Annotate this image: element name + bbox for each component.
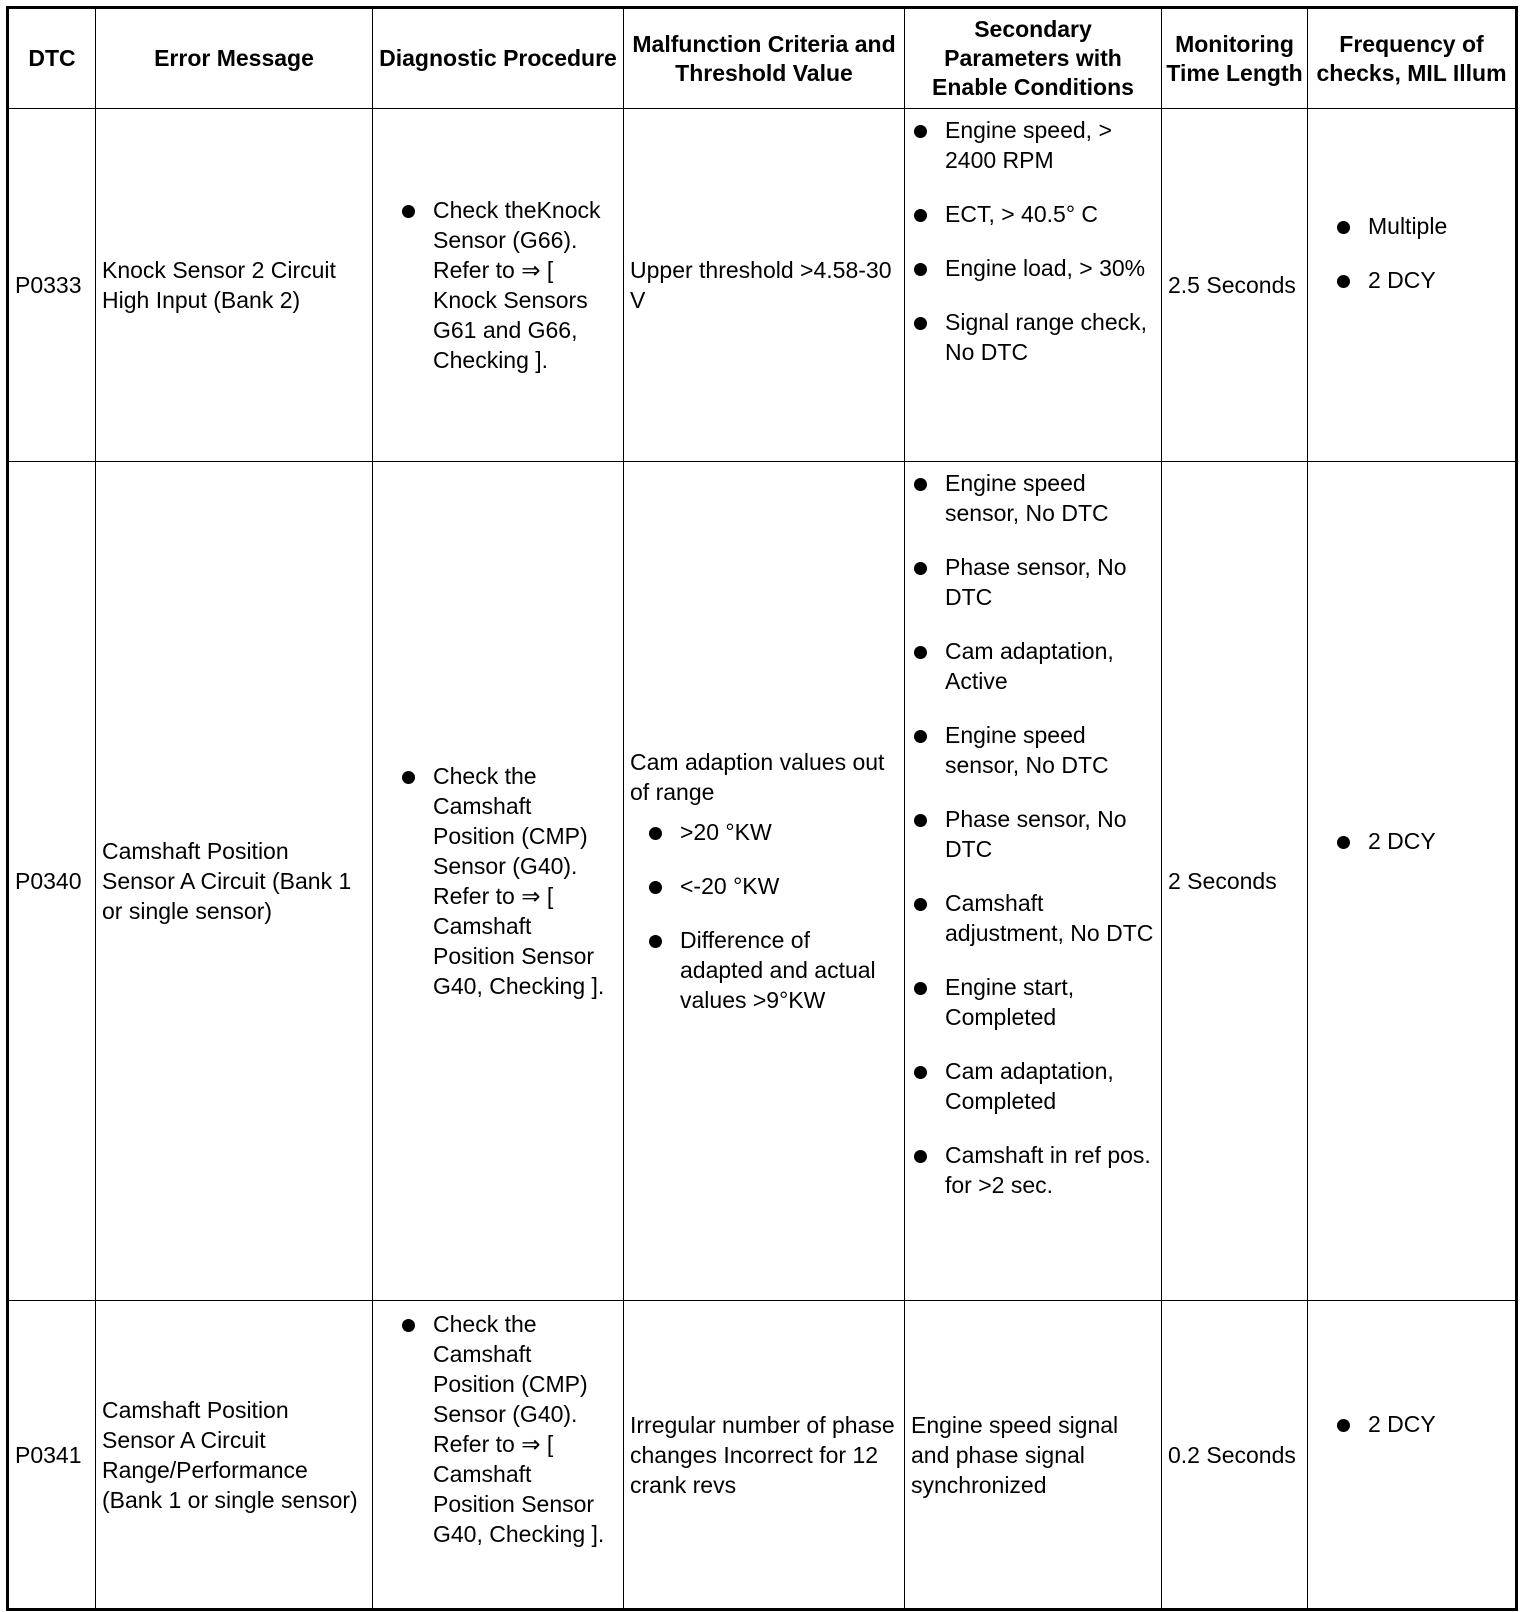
dtc-code: P0340 <box>8 462 96 1301</box>
secondary-parameter: Engine speed sensor, No DTC <box>911 720 1155 780</box>
malfunction-criteria: Irregular number of phase changes Incorrect for 12 crank revs <box>624 1301 905 1610</box>
diagnostic-step: Check theKnock Sensor (G66). Refer to ⇒ [ Knock Sensors G61 and G66, Checking ]. <box>399 195 617 375</box>
monitoring-time: 2.5 Seconds <box>1162 109 1308 462</box>
monitoring-time: 0.2 Seconds <box>1162 1301 1308 1610</box>
malfunction-threshold: Difference of adapted and actual values >9°KW <box>646 925 898 1015</box>
table-row <box>8 462 1517 1301</box>
frequency-checks <box>1308 109 1517 462</box>
diagnostic-procedure <box>373 1301 624 1610</box>
diagnostic-procedure <box>373 109 624 462</box>
error-message: Camshaft Position Sensor A Circuit (Bank 1 or single sensor) <box>96 462 373 1301</box>
dtc-table <box>6 6 1518 1611</box>
frequency-checks <box>1308 1301 1517 1610</box>
secondary-parameter: Engine load, > 30% <box>911 253 1155 283</box>
malfunction-threshold: <-20 °KW <box>646 871 898 901</box>
header-dtc: DTC <box>8 8 96 109</box>
table-row <box>8 1301 1517 1610</box>
secondary-parameter: Camshaft adjustment, No DTC <box>911 888 1155 948</box>
diagnostic-step: Check the Camshaft Position (CMP) Sensor (G40). Refer to ⇒ [ Camshaft Position Sensor G40, Checking ]. <box>399 1309 617 1549</box>
header-error-message: Error Message <box>96 8 373 109</box>
secondary-parameters <box>905 462 1162 1301</box>
dtc-code: P0341 <box>8 1301 96 1610</box>
header-secondary-parameters: Secondary Parameters with Enable Conditions <box>905 8 1162 109</box>
frequency-item: 2 DCY <box>1334 265 1509 295</box>
malfunction-threshold: >20 °KW <box>646 817 898 847</box>
secondary-parameter: Engine speed, > 2400 RPM <box>911 115 1155 175</box>
secondary-parameters: Engine speed signal and phase signal synchronized <box>905 1301 1162 1610</box>
secondary-parameter: Camshaft in ref pos. for >2 sec. <box>911 1140 1155 1200</box>
dtc-code: P0333 <box>8 109 96 462</box>
secondary-parameter: ECT, > 40.5° C <box>911 199 1155 229</box>
frequency-item: 2 DCY <box>1334 1409 1509 1439</box>
secondary-parameter: Phase sensor, No DTC <box>911 552 1155 612</box>
secondary-parameter: Engine start, Completed <box>911 972 1155 1032</box>
table-header-row <box>8 8 1517 109</box>
malfunction-criteria: Upper threshold >4.58-30 V <box>624 109 905 462</box>
header-monitoring-time: Monitoring Time Length <box>1162 8 1308 109</box>
secondary-parameter: Engine speed sensor, No DTC <box>911 468 1155 528</box>
monitoring-time: 2 Seconds <box>1162 462 1308 1301</box>
malfunction-text: Cam adaption values out of range <box>630 749 885 805</box>
secondary-parameter: Cam adaptation, Completed <box>911 1056 1155 1116</box>
secondary-parameter: Signal range check, No DTC <box>911 307 1155 367</box>
secondary-parameters <box>905 109 1162 462</box>
header-diagnostic-procedure: Diagnostic Procedure <box>373 8 624 109</box>
secondary-parameter: Cam adaptation, Active <box>911 636 1155 696</box>
error-message: Camshaft Position Sensor A Circuit Range/Performance (Bank 1 or single sensor) <box>96 1301 373 1610</box>
frequency-checks <box>1308 462 1517 1301</box>
diagnostic-procedure <box>373 462 624 1301</box>
diagnostic-step: Check the Camshaft Position (CMP) Sensor (G40). Refer to ⇒ [ Camshaft Position Sensor G40, Checking ]. <box>399 761 617 1001</box>
malfunction-criteria <box>624 462 905 1301</box>
header-malfunction-criteria: Malfunction Criteria and Threshold Value <box>624 8 905 109</box>
error-message: Knock Sensor 2 Circuit High Input (Bank 2) <box>96 109 373 462</box>
header-frequency: Frequency of checks, MIL Illum <box>1308 8 1517 109</box>
secondary-parameter: Phase sensor, No DTC <box>911 804 1155 864</box>
frequency-item: Multiple <box>1334 211 1509 241</box>
frequency-item: 2 DCY <box>1334 826 1509 856</box>
table-row <box>8 109 1517 462</box>
